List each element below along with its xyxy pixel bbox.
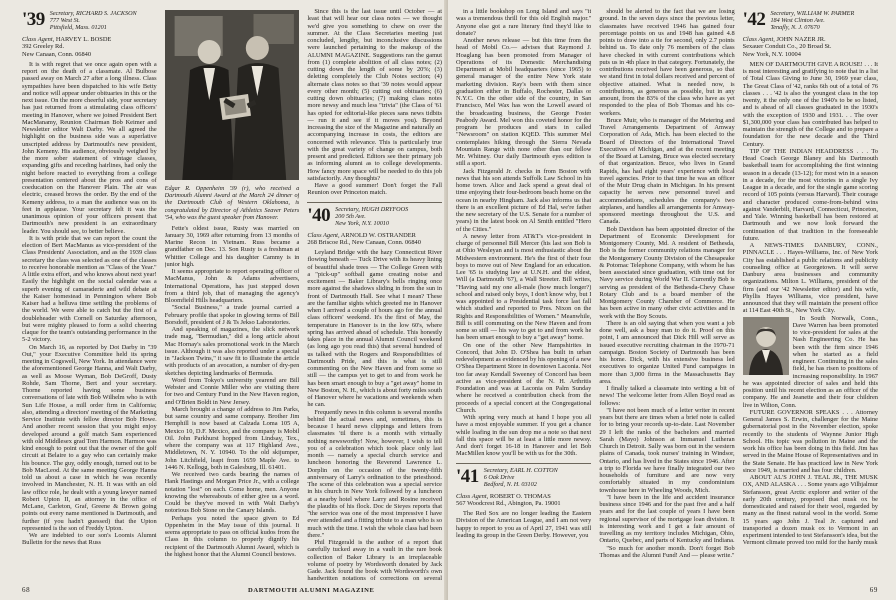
class-1941-header [456,467,591,488]
paragraph: March brought a change of address to Jim Parks, but same country and same company. Brother Jim Hemphill is now based at Calzada Loma 105 A, Mexico 10, D.F. Mexico, and the company is Mobil Oil. John Parkhurst hopped from Lindsay, Tex., where the company was at 117 Highland Ave., Middletown, N. Y. 10940. To the old skijumper, John Litchfield, leapt from 1659 Maple Ave. to 1446 N. Kellogg, both in Galesburg, Ill. 61401. [164,405,300,471]
paragraph: It seems appropriate to report operating officer of MacManus, John & Adams advertisers, International Operations, has just stepped down from a third job, that of managing the agency's Bloomfield Hills headquarters. [164,268,300,305]
class-1942-header [743,10,878,31]
paragraph: Perhaps you noted the space given to Ed Oppenheim in the May issue of this journal. It seems appropriate to pass on official kudos from the Class in this column to properly dignify his recipient of the Dartmouth Alumni Award, which is the highest honor that the Alumni Council bestows. [164,514,300,558]
paragraph: There is an old saying that when you want a job done well, ask a busy man to do it. Proof on this point, I am announced that Dick Hill will serve as issued executive recruiting chairman in the 1970-71 campaign. Boston Society of Dartmouth has been his home. Dick, with his extensive business led executives to organize United Fund campaigns in more than 3,000 firms in the Massachusetts Bay area. [599,319,735,385]
class-year: '41 [456,465,479,487]
paragraph: TIP OF THE INDIAN HEADDRESS . . . To Head Coach George Blaney and his Dartmouth basketball team for accomplishing the first winning season in a decade (13-12); for most win in a season in a decade, for the most victories in a single Ivy League in a decade, and for the single game scoring record of 105 points (versus Harvard). Their courage and character produced come-from-behind wins against Vanderbilt, Harvard, Connecticut, Princeton, and Yale. Winning basketball has been restored at Dartmouth and we now look forward the continuation of that tradition in the foreseeable future. [742,147,878,242]
class-year: '40 [307,204,331,226]
column-1 [22,8,157,582]
paragraph: Since this is the last issue until October — at least that will hear our class notes — we thought we'd give you something to chew on over the summer. At the Class Secretaries meeting just concluded, lengthy, but inconclusive discussions were launched pertaining to the makeup of the ALUMNI MAGAZINE. Suggestions ran the gamut from (1) complete abolition of all class notes; (2) cutting down the length of some by 20%; (3) deleting completely the Club Notes section; (4) alternate class notes so that '39 notes would appear every other month; (5) cutting out obituaries; (6) cutting down obituaries; (7) making class notes more newsy and much less "trivia" (the Class of '61 has opted for editorial-like pieces sans news tidbits — run it and see if it moves you). Beyond increasing the size of the Magazine and naturally an accompanying increase in costs, the editors are concerned with relevance. This is particularly true with the great variety of change on campus, both present and predicted. Editors see their primary job as informing alumni as to college developments. How fancy more space will be needed to do this job satisfactorily. Any thoughts? [307,8,443,182]
class-1940-header [307,206,442,227]
page-number-left: 68 [22,586,31,594]
paragraph: Bob Davidson has been appointed director of the Department of Economic Development for Montgomery County, Md. A resident of Bethesda, Bob is the former community relations manager for the Montgomery County Division of the Chesapeake & Potomac Telephone Company, with whom he has been associated since graduation, with time out for Navy service during World War II. Currently Bob is serving as president of the Bethesda-Chevy Chase Rotary Club and is a board member of the Montgomery County Chamber of Commerce. He has been active in many other civic activities and in work with the Boy Scouts. [599,225,735,320]
agent-address: 567 Woodcrest Rd., Abington, Pa. 19001 [456,499,561,507]
agent-name: HARVEY L. BOSDE [55,36,112,43]
secretary-address: Tenafly, N. J. 07670 [770,24,820,31]
column-3 [307,8,442,582]
paragraph: Word from Tokyo's university yearend are Bill Webster and Connie Miller who are visiting there for two and Century Fund in the New Haven region, and O'Brien Boldt in New Jersey. [164,376,300,406]
photo-caption: Edgar R. Oppenheim '39 (r), who received a Dartmouth Alumni Award at the March 24 dinner of the Dartmouth Club of Western Oklahoma, is congratulated by Director of Athletics Seaver Peters '54, who was the guest speaker from Hanover. [164,185,300,221]
paragraph: FUTURE GOVERNOR SPEAKS . . . Attorney General James S. Erwin, challenger for the Maine gubernatorial post in the November election, spoke recently to the students of Waynne Junior High School. His topic was pollution in Maine and the work his office has been doing in this field. Jim has served in the Maine House of Representatives and in the State Senate. He has practiced law in New York since 1949, is married and has four children. [742,408,878,474]
paragraph: "So much for another month. Don't forget Bob Thomas and the Alumni Fund! And — please write." [599,544,735,559]
paragraph: I finally talked a classmate into writing a bit of news! The welcome letter from Allen Boyd read as follows: [599,385,735,407]
paragraph: On March 16, as reported by Dot Darby in "39 Out," your Executive Committee held its spring meeting in Cogswell, New York. In attendance were the aforementioned George Hanna, and Walt Darby, as well as Moose Wyman, Bob DeGroff, Dusty Rohde, Sam Thorne, Bert and your secretary. Thorne reported having some business conversations of late with Bob Wilhelm who is with Sun Life House, a mill order firm in California; also, attending a directors' meeting of the Marketing Service Institute with fellow director Bob Howe. And another recent session that you might enjoy developed around a golf match Sam experienced with old Middlesex grad Tom Harmon. Harmon was kind enough to point out that the owner of the golf circuit at Belaire to a guy who can certainly make his bounce. The guy, oddly enough, turned out to be Bob MacLeod. At the same meeting George Hanna told us about a case in which he was recently involved in Manchester, N. H. It was with an old law office role, he dealt with a young lawyer named Robert Upton II, an attorney in the office of McLane, Carleton, Graf, Greene & Brown going points out every name mentioned is Dartmouth, and further (if you hadn't guessed) that the Upton represented is the son of Freddy Upton. [22,343,157,532]
paragraph: With spring very much at hand I hope you all have a most enjoyable summer. If you get a chance while loafing in the sun drop me a note so that next fall this space will be at least a little more newsy. And don't forget 16-18 in Hanover and let Bob MacMillen know you'll be with us for the 30th. [456,414,592,458]
class-agent-block [22,36,157,58]
agent-name: ROBERT O. THOMAS [489,492,551,500]
paragraph: In South Norwalk, Conn., Dave Warren has been promoted to vice-president for sales at the Nash Engineering Co. He has been with the firm since 1946 when he started as a field engineer. Continuing in the sales field, he has risen to positions of increasing responsibility. In 1967 he was appointed director of sales and held this position until his recent election as an officer of the company. He and Jeanette and their four children live in Wilton, Conn. [742,314,878,409]
paragraph: And speaking of magazines, the slick network trade mag, "Bermudian," did a long article about Mac Hornay's sales promotional work in the March issue. Although it was also reported under a special in "Jackson Twins," it saw fit to illustrate the article with products of an avocation, a number of dry-pen sketches depicting landmarks of Bermuda. [164,326,300,377]
paragraph: Leyland Bridge with the hazy Connecticut River flowing beneath — Tuck Drive with its heavy lining of beautiful shade trees — The College Green with a "pick-up" softball game creating noise and excitement — Baker Library's bells ringing once more against the shadows sliding in from the sun in front of Dartmouth Hall. See what I mean? These are the familiar sights which greeted me in Hanover when I arrived a couple of hours ago for the annual class officers' weekend. It's the first of May, the temperature in Hanover is in the low 60's, where spring has arrived ahead of schedule. This honestly takes place in the annual Alumni Council weekend (as long ago you read this) that several hundred of us talked with the Rogers and Responsibilities of Dartmouth Pride, and this is what is still commenting on the New Haven and from some so still — the campus yet to get to and from work he has been smart enough to buy a "get away" home in New Boston, N. H., which is about forty miles south of Hanover where he vacations and weekends when he can. [307,249,443,409]
class-1939-header [22,10,157,31]
paragraph: Bruce Muir, who is manager of the Metering and Travel Arrangements Department of Amway Corporation of Ada, Mich. has been elected to the Board of Directors of the International Travel Executives of Michigan, and at the recent meeting of the Board at Lansing, Bruce was elected secretary of that organization. Bruce, who lives in Grand Rapids, has had eight years' experience with local travel agencies. Prior to that time he was an officer of the Muir Drug chain in Michigan. In his present capacity he serves new personnel travel and accommodations, schedules the company's two airplanes, and handles all arrangements for Amway-sponsored meetings throughout the U.S. and Canada. [599,116,735,226]
class-year: '42 [742,9,766,30]
secretary-line: Secretary, RICHARD S. JACKSON [49,10,137,17]
paragraph: A newsy letter from AT&T's vice-president in charge of personnel Bill Mercer (his last son Bob is at Ohio Wesleyan and is most enthusiastic about the Midwestern environment. He's the first of their four boys to move out of New England for an education. Lee '65 is studying law at U.N.H. and the eldest, Will (a Dartmouth '67), a Wall Streeter. Bill writes, "Having said my one all-male (how much longer?) school and raised only boys, I don't know why, but I was appointed to a Presidential task force last fall which studied and reported to Pres. Nixon on the Rights and Responsibilities of Women." Meanwhile, Bill is still commuting on the New Haven and from some so still — his way to get to and from work he has been smart enough to buy a "get away" home. [456,232,592,342]
column-5 [599,8,734,582]
class-agent-block [307,232,442,247]
secretary-address: 184 West Clinton Ave. [770,17,825,24]
paragraph: We received two cards bearing the names of Hank Hastings and Morgan Price Jr., with a college notation "lost" on each. Come home, men. Anyone knowing the whereabouts of either give us a word. Could be they've moved in with Walt Darby's notorious Bob Stone on the Canary Islands. [164,471,300,515]
column-2 [165,8,300,582]
secretary-line: Secretary, EARL H. COTTON [483,466,558,474]
paragraph: On one of the other New Hampshirites in Concord, that John D. O'Shea has built in urban redevelopment as evidenced by his opening of a new O'Shea Department Store in downtown Laconia. Not too far away Kendall Sweeney of Concord has been active as vice-president of the N. H. Arthritis Foundation and was at Laconia on Palm Sunday where he received a contribution check from the proceeds of a special concert at the Congregational Church. [456,341,592,414]
agent-address: 392 Greeley Rd. [22,43,65,51]
paragraph: The Red Sox are no longer leading the Eastern Division of the American League, and I am not very happy to report to you as of April 27, 1941 was still leading its group in the Green Derby. However, you [456,510,592,539]
paragraph: It is with regret that we once again open with a report on the death of a classmate. Al Bulbose passed away on March 27 after a long illness. Class sympathies have been dispatched to his wife Betty and notice will appear under obituaries in this or the next issue. On the more cheerful side, your secretary has just returned from a stimulating class officers' meeting in Hanover, where we joined President Bert MacManamy, Reunion Chairman Bob Keimer and Newsletter editor Walt Darby. We all agreed the highlight on the business side was a superlative unscripted address by Dartmouth's new president, John Kemeny. His audience, obviously weighed by the more sober statement of vintage classes, expanding gifts and receding hairlines, had only the night before reacted to everything from a college presentation centered about the pros and cons of coeducation on the Hanover Plain. The air was electric, creased brows the order. By the end of the Kemeny address, to a man the audience was on its feet in applause. Your secretary felt it was the unanimous opinion of your officers present that Dartmouth's new president is an extraordinary leader. You should see, to better believe. [22,60,157,235]
column-4 [456,8,591,582]
agent-name: ARNOLD W. OSTRANDER [340,231,416,239]
agent-label: Class Agent, [307,231,340,239]
secretary-line: Secretary, WILLIAM W. PARMER [770,10,855,17]
paragraph: "I have not been much of a letter writer in recent years but there are times when a brief note is called for to bring your records up-to-date. Last November 29 I left the ranks of the bachelors and married Sarah (Mayo) Johnson at Immanuel Lutheran Church in Detroit. Sally was born out in the western plains of Canada, took nurses' training in Windsor, Ontario, and has lived in the States since 1946. After a trip to Florida we have finally integrated our two households of furniture and are now very comfortably situated in my condominium townhouse here in Wheeling Woods, Mich. [599,406,735,494]
agent-label: Class Agent, [456,492,489,500]
divider [456,463,591,464]
secretary-address: New York, N.Y. 10010 [335,219,389,227]
paragraph: Phil Fitzgerald is the author of a report that carefully tucked away in a vault in the rare book collection of Baker Library is an irreplaceable volume of poetry by Wordsworth donated by Jack Gade. Jack found the book with Wordsworth's own handwritten notations of corrections on several [307,539,443,582]
paragraph: in a little bookshop on Long Island and says "it was a tremendous thrill for this old English major." Anyone else got a rare literary find they'd like to donate? [456,8,592,37]
portrait-photo [743,317,789,375]
award-photo [165,10,300,180]
divider [307,202,442,203]
page-number-right: 69 [869,586,878,594]
secretary-line: Secretary, HUGH DRYFOOS [335,205,409,213]
agent-label: Class Agent, [742,36,775,43]
agent-label: Class Agent, [22,36,55,43]
paragraph: "I have been in the life and accident insurance business since 1946 and for the past five and a half years and for the last couple of years I have been regional supervisor of the mortgage loan division. It is interesting work and I get a fair amount of travelling as my territory includes Michigan, Ohio, Ontario, Quebec, and parts of Kentucky and Indiana. [599,493,735,545]
agent-address: New York, N.Y. 10004 [742,50,801,58]
secretary-address: Bedford, N. H. 03102 [483,480,537,488]
paragraph: MEN OF DARTMOUTH GIVE A ROUSE! . . . It is most interesting and gratifying to note that in a list of Total Class Giving to June 30, 1969 year class, The Great Class of '42, ranks 6th out of a total of 76 classes . . . '42 is also the youngest class in the top twenty, it the only one of the 1940's to be so listed, and is ahead of all classes graduated in the 1930's with the exception of 1930 and 1931. . . The over $1,300,000 your class has contributed has helped to maintain the strength of the College and to prepare a foundation for the new decade and the Third Century. [742,60,878,148]
secretary-address: 6 Oak Drive [483,473,515,481]
agent-name: JOHN NAZER JR. [776,36,826,43]
class-agent-block [743,36,878,58]
paragraph: It is with pride that we can report the count the election of Bert MacManus as vice-president of the Class Presidents' Association, and as the 1939 class secretary the class was selected as one of the classes to receive honorable mention as "Class of the Year." A little extra effort, and who knows about next year! Easily the highlight on the social calendar was a superb evening of camaraderie and wild debate at the Kaiser homestead in Pennington where Bob Kaiser had a helluva time settling the problems of the world. We were able to catch but the first of a doubleheader with Cornell on Saturday afternoon, but were mighty pleased to form a solid cheering claque for the team's outstanding performance in the 5-2 victory. [22,234,157,344]
paragraph: Have a good summer! Don't forget the Fall Reunion over Princeton match. [307,182,443,197]
paragraph: We are indebted to our son's Loomis Alumni Bulletin for the news that Russ [22,532,157,547]
secretary-address: Pittsfield, Mass. 01201 [49,24,107,31]
paragraph: Another news release — but this time from the head of Mobil Co.— advises that Raymond J. Hoaglang has been promoted from Manager of Operations of its Domestic Merchandising Department at Mobil headquarters (since 1965) to general manager of the entire New York state marketing division. Ray's been with them since graduation either in Buffalo, Rochester, Dallas or N.Y.C. On the other side of the country, in San Francisco, Mel Wax has won the Lowell award of the broadcasting business, the George Foster Peabody Award. Mel won this coveted honor for the program he produces and stars in called "Newsroom" on station KQED. This summer Mel contemplates hiking through the Sierra Nevada Mountain Range with none other than our fellow Mr. Whitney. Our daily Dartmouth eyes edition is still a sport. [456,37,592,168]
paragraph: Fette's oldest issue, Rusty was married on January 30, 1969 after returning from 13 months of Marine Recon in Vietnam. Russ became a grandfather on Dec. 13. Son Rusty is a freshman at Whittier College and his daughter Cammy is in junior high. [164,224,300,268]
paragraph: ABOUT AL'S JOHN J. TEAL JR., THE MUSK OX, AND ALASKA . . . Some years ago Vilhjalmur Stefansson, great Arctic explorer and writer of the early 20th century, proposed that musk ox be domesticated and raised for their wool, regarded by many as the finest natural wool in the world. Some 15 years ago John J. Teal Jr. captured and transported a dozen musk ox to Vermont in an experiment intended to test Stefansson's idea, but the Vermont climate proved too mild for the hardy musk [742,474,878,547]
agent-address: 268 Briscoe Rd., New Canaan, Conn. 06840 [307,238,421,246]
paragraph: Frequently news in this column is several months behind the actual news and, sometimes, this is because I heard news clippings and letters from classmates 'til there is a month with virtually nothing newsworthy! Now, however, I wish to tell you of a celebration which took place only last month — namely a special church service and luncheon honoring the Reverend Lawrence L. Dorplin on the occasion of the twenty-fifth anniversary of Larry's ordination to the priesthood. The scene of this celebration was a special service in his church in New York followed by a luncheon at a nearby hotel where Larry and Rosine received the plaudits of his flock. Doc de Sieyes reports that "the service was one of the most impressive I have ever attended and a fitting tribute to a man who is so much with the time. I wish the whole class had been there." [307,408,443,539]
class-year: '39 [22,9,45,30]
paragraph: Jack Fitzgerald Jr. checks in from Boston with news that his son attends Suffolk Law School in his home town. Alice and Jack spend a great deal of time enjoying their four-bedroom beach home on the ocean in nearby Hingham. Jack also informs us that there is an excellent picture of Ed Hal, we're father the new secretary of the U.S. Senate for a number of years) in the latest book on Al Smith entitled "Hero of the Cities." [456,167,592,233]
agent-address: Sexauer Conduit Co., 20 Broad St. [742,43,832,51]
magazine-title: DARTMOUTH ALUMNI MAGAZINE [248,587,375,594]
paragraph: A NEWS-TIMES DANBURY, CONN., PINNACLE . . . Hayes-Williams, Inc. of New York City has established a public relations and publicity counseling office at Georgetown. It will serve Danbury area businesses and community organizations. Milton L. Williams, president of the firm (and our '42 Newsletter editor) and his wife, Phyllis Hayes Williams, vice president, have announced that they will maintain the present office at 114 East 40th St., New York City. [742,242,878,315]
paragraph: "Social Business," a trade journal carried a February profile that spoke in glowing terms of Bill Borsdoff, president of J & Ts Jekso Laboratories. [164,304,300,326]
agent-address: New Canaan, Conn. 06840 [22,50,92,58]
secretary-address: 200 5th Ave. [335,212,366,220]
secretary-address: 777 West St. [49,17,80,24]
column-6 [743,8,878,582]
class-agent-block [456,493,591,508]
right-page [448,0,896,600]
paragraph: should be alerted to the fact that we are losing ground. In the seven days since the previous letter, classmates have received 1946 has gained four percentage points on us and 1948 has gained 4.8 points to draw into a tie for second, only 2.7 points behind us. To date only 76 members of the class have checked in with current contributions which puts us in 4th place in that category. Fortunately, the contributions received have been generous, so that we stand first in total dollars received and percent of objective attained. What is needed now, is contributions, as generous as possible, but in any amount, from the 83% of the class who have as yet responded to the plea of Bob Thomas and his co-workers. [599,8,735,117]
